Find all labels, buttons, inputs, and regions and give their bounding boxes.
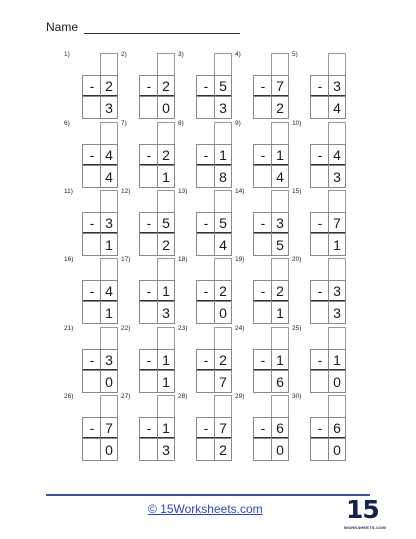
minuend-cell: 1 bbox=[214, 144, 232, 166]
answer-cell: 2 bbox=[271, 96, 289, 119]
problem-6 bbox=[64, 120, 122, 190]
subtraction-box bbox=[253, 327, 289, 393]
answer-blank-cell[interactable] bbox=[139, 438, 158, 461]
borrow-cell[interactable] bbox=[214, 122, 232, 145]
problem-20 bbox=[292, 256, 350, 326]
answer-blank-cell[interactable] bbox=[253, 96, 272, 119]
answer-blank-cell[interactable] bbox=[82, 438, 101, 461]
subtraction-box bbox=[196, 327, 232, 393]
borrow-cell[interactable] bbox=[157, 258, 175, 281]
problem-number: 6) bbox=[64, 120, 70, 127]
minuend-cell: 5 bbox=[214, 75, 232, 97]
borrow-cell[interactable] bbox=[271, 395, 289, 418]
answer-cell: 0 bbox=[328, 370, 346, 393]
borrow-cell[interactable] bbox=[100, 327, 118, 350]
subtraction-box bbox=[139, 53, 175, 119]
problem-number: 22) bbox=[121, 325, 131, 332]
borrow-cell[interactable] bbox=[328, 258, 346, 281]
problem-number: 28) bbox=[178, 393, 188, 400]
borrow-cell[interactable] bbox=[271, 122, 289, 145]
minuend-cell: 5 bbox=[157, 212, 175, 234]
problem-5 bbox=[292, 51, 350, 121]
problem-9 bbox=[235, 120, 293, 190]
problem-22 bbox=[121, 325, 179, 395]
minuend-cell: 7 bbox=[328, 212, 346, 234]
subtraction-box bbox=[196, 122, 232, 188]
answer-cell: 2 bbox=[214, 438, 232, 461]
operator-cell: - bbox=[196, 75, 215, 97]
problem-14 bbox=[235, 188, 293, 258]
problem-number: 29) bbox=[235, 393, 245, 400]
operator-cell: - bbox=[196, 417, 215, 439]
answer-blank-cell[interactable] bbox=[196, 301, 215, 324]
borrow-cell[interactable] bbox=[214, 395, 232, 418]
subtraction-box bbox=[82, 395, 118, 461]
subtraction-box bbox=[253, 190, 289, 256]
subtraction-box bbox=[253, 122, 289, 188]
minuend-cell: 2 bbox=[271, 280, 289, 302]
problem-29 bbox=[235, 393, 293, 463]
answer-blank-cell[interactable] bbox=[253, 233, 272, 256]
operator-cell: - bbox=[310, 280, 329, 302]
answer-cell: 1 bbox=[100, 233, 118, 256]
operator-cell: - bbox=[310, 349, 329, 371]
answer-blank-cell[interactable] bbox=[139, 233, 158, 256]
problem-number: 25) bbox=[292, 325, 302, 332]
borrow-cell[interactable] bbox=[214, 53, 232, 76]
subtraction-box bbox=[196, 258, 232, 324]
borrow-cell[interactable] bbox=[328, 395, 346, 418]
answer-blank-cell[interactable] bbox=[253, 165, 272, 188]
answer-cell: 0 bbox=[100, 438, 118, 461]
answer-blank-cell[interactable] bbox=[139, 96, 158, 119]
problem-number: 1) bbox=[64, 51, 70, 58]
borrow-cell[interactable] bbox=[214, 327, 232, 350]
borrow-cell[interactable] bbox=[157, 53, 175, 76]
problem-7 bbox=[121, 120, 179, 190]
subtraction-box bbox=[139, 395, 175, 461]
problem-26 bbox=[64, 393, 122, 463]
problem-19 bbox=[235, 256, 293, 326]
minuend-cell: 5 bbox=[214, 212, 232, 234]
minuend-cell: 3 bbox=[100, 212, 118, 234]
borrow-cell[interactable] bbox=[271, 190, 289, 213]
answer-blank-cell[interactable] bbox=[310, 301, 329, 324]
answer-cell: 3 bbox=[157, 301, 175, 324]
problem-12 bbox=[121, 188, 179, 258]
subtraction-box bbox=[253, 395, 289, 461]
problem-number: 19) bbox=[235, 256, 245, 263]
subtraction-box bbox=[196, 190, 232, 256]
problem-11 bbox=[64, 188, 122, 258]
borrow-cell[interactable] bbox=[157, 190, 175, 213]
problem-number: 5) bbox=[292, 51, 298, 58]
minuend-cell: 3 bbox=[100, 349, 118, 371]
answer-cell: 3 bbox=[157, 438, 175, 461]
operator-cell: - bbox=[196, 212, 215, 234]
minuend-cell: 3 bbox=[328, 75, 346, 97]
subtraction-box bbox=[82, 190, 118, 256]
operator-cell: - bbox=[253, 349, 272, 371]
problem-number: 2) bbox=[121, 51, 127, 58]
subtraction-box bbox=[310, 122, 346, 188]
problem-number: 16) bbox=[64, 256, 74, 263]
answer-blank-cell[interactable] bbox=[196, 165, 215, 188]
answer-cell: 0 bbox=[328, 438, 346, 461]
problem-number: 12) bbox=[121, 188, 131, 195]
answer-cell: 3 bbox=[328, 165, 346, 188]
operator-cell: - bbox=[82, 75, 101, 97]
problem-number: 30) bbox=[292, 393, 302, 400]
problem-23 bbox=[178, 325, 236, 395]
problem-3 bbox=[178, 51, 236, 121]
answer-cell: 4 bbox=[271, 165, 289, 188]
borrow-cell[interactable] bbox=[328, 53, 346, 76]
problem-number: 27) bbox=[121, 393, 131, 400]
problem-number: 17) bbox=[121, 256, 131, 263]
problem-4 bbox=[235, 51, 293, 121]
problem-28 bbox=[178, 393, 236, 463]
name-label: Name bbox=[46, 20, 79, 34]
problem-number: 7) bbox=[121, 120, 127, 127]
answer-cell: 0 bbox=[271, 438, 289, 461]
subtraction-box bbox=[310, 53, 346, 119]
problem-number: 9) bbox=[235, 120, 241, 127]
answer-cell: 3 bbox=[328, 301, 346, 324]
problem-number: 26) bbox=[64, 393, 74, 400]
answer-blank-cell[interactable] bbox=[253, 438, 272, 461]
answer-cell: 1 bbox=[157, 165, 175, 188]
borrow-cell[interactable] bbox=[271, 327, 289, 350]
minuend-cell: 2 bbox=[157, 144, 175, 166]
operator-cell: - bbox=[196, 280, 215, 302]
subtraction-box bbox=[82, 258, 118, 324]
problem-16 bbox=[64, 256, 122, 326]
borrow-cell[interactable] bbox=[157, 327, 175, 350]
problem-25 bbox=[292, 325, 350, 395]
problem-21 bbox=[64, 325, 122, 395]
minuend-cell: 2 bbox=[157, 75, 175, 97]
operator-cell: - bbox=[82, 212, 101, 234]
subtraction-box bbox=[82, 53, 118, 119]
subtraction-box bbox=[310, 190, 346, 256]
minuend-cell: 4 bbox=[100, 144, 118, 166]
subtraction-box bbox=[310, 327, 346, 393]
operator-cell: - bbox=[139, 417, 158, 439]
answer-cell: 1 bbox=[271, 301, 289, 324]
borrow-cell[interactable] bbox=[100, 53, 118, 76]
answer-blank-cell[interactable] bbox=[310, 233, 329, 256]
borrow-cell[interactable] bbox=[214, 258, 232, 281]
minuend-cell: 2 bbox=[214, 280, 232, 302]
operator-cell: - bbox=[253, 75, 272, 97]
answer-blank-cell[interactable] bbox=[310, 370, 329, 393]
subtraction-box bbox=[139, 258, 175, 324]
operator-cell: - bbox=[310, 75, 329, 97]
answer-blank-cell[interactable] bbox=[139, 301, 158, 324]
subtraction-box bbox=[253, 258, 289, 324]
problem-number: 24) bbox=[235, 325, 245, 332]
operator-cell: - bbox=[196, 144, 215, 166]
answer-cell: 5 bbox=[271, 233, 289, 256]
subtraction-box bbox=[82, 327, 118, 393]
operator-cell: - bbox=[139, 212, 158, 234]
problem-number: 23) bbox=[178, 325, 188, 332]
problem-27 bbox=[121, 393, 179, 463]
answer-cell: 4 bbox=[100, 165, 118, 188]
minuend-cell: 3 bbox=[271, 212, 289, 234]
borrow-cell[interactable] bbox=[271, 53, 289, 76]
borrow-cell[interactable] bbox=[100, 258, 118, 281]
answer-blank-cell[interactable] bbox=[139, 370, 158, 393]
problem-number: 11) bbox=[64, 188, 73, 195]
borrow-cell[interactable] bbox=[328, 122, 346, 145]
minuend-cell: 7 bbox=[100, 417, 118, 439]
answer-blank-cell[interactable] bbox=[82, 301, 101, 324]
footer-divider bbox=[46, 494, 370, 496]
site-logo bbox=[344, 495, 386, 532]
answer-blank-cell[interactable] bbox=[82, 370, 101, 393]
minuend-cell: 6 bbox=[271, 417, 289, 439]
subtraction-box bbox=[139, 327, 175, 393]
answer-cell: 1 bbox=[328, 233, 346, 256]
answer-cell: 3 bbox=[214, 96, 232, 119]
minuend-cell: 6 bbox=[328, 417, 346, 439]
borrow-cell[interactable] bbox=[271, 258, 289, 281]
answer-cell: 0 bbox=[214, 301, 232, 324]
borrow-cell[interactable] bbox=[100, 122, 118, 145]
problem-10 bbox=[292, 120, 350, 190]
answer-blank-cell[interactable] bbox=[253, 370, 272, 393]
borrow-cell[interactable] bbox=[214, 190, 232, 213]
answer-cell: 1 bbox=[157, 370, 175, 393]
problem-number: 21) bbox=[64, 325, 74, 332]
problem-2 bbox=[121, 51, 179, 121]
minuend-cell: 3 bbox=[328, 280, 346, 302]
minuend-cell: 1 bbox=[157, 417, 175, 439]
problem-number: 8) bbox=[178, 120, 184, 127]
subtraction-box bbox=[196, 395, 232, 461]
operator-cell: - bbox=[139, 349, 158, 371]
minuend-cell: 2 bbox=[214, 349, 232, 371]
answer-blank-cell[interactable] bbox=[82, 233, 101, 256]
borrow-cell[interactable] bbox=[157, 395, 175, 418]
logo-wordmark: WORKSHEETS.COM bbox=[344, 525, 386, 530]
problem-1 bbox=[64, 51, 122, 121]
problem-8 bbox=[178, 120, 236, 190]
minuend-cell: 7 bbox=[214, 417, 232, 439]
answer-cell: 8 bbox=[214, 165, 232, 188]
answer-blank-cell[interactable] bbox=[310, 438, 329, 461]
problem-24 bbox=[235, 325, 293, 395]
operator-cell: - bbox=[82, 280, 101, 302]
subtraction-box bbox=[139, 190, 175, 256]
operator-cell: - bbox=[82, 349, 101, 371]
answer-blank-cell[interactable] bbox=[82, 96, 101, 119]
answer-blank-cell[interactable] bbox=[196, 233, 215, 256]
problem-number: 4) bbox=[235, 51, 241, 58]
answer-cell: 2 bbox=[157, 233, 175, 256]
operator-cell: - bbox=[139, 75, 158, 97]
problem-number: 14) bbox=[235, 188, 245, 195]
operator-cell: - bbox=[196, 349, 215, 371]
minuend-cell: 7 bbox=[271, 75, 289, 97]
answer-cell: 4 bbox=[328, 96, 346, 119]
problem-17 bbox=[121, 256, 179, 326]
borrow-cell[interactable] bbox=[328, 327, 346, 350]
subtraction-box bbox=[139, 122, 175, 188]
answer-blank-cell[interactable] bbox=[82, 165, 101, 188]
answer-blank-cell[interactable] bbox=[139, 165, 158, 188]
answer-cell: 4 bbox=[214, 233, 232, 256]
problem-30 bbox=[292, 393, 350, 463]
minuend-cell: 1 bbox=[328, 349, 346, 371]
minuend-cell: 1 bbox=[157, 349, 175, 371]
problem-15 bbox=[292, 188, 350, 258]
answer-blank-cell[interactable] bbox=[253, 301, 272, 324]
problem-number: 3) bbox=[178, 51, 184, 58]
problem-number: 15) bbox=[292, 188, 302, 195]
problem-18 bbox=[178, 256, 236, 326]
operator-cell: - bbox=[253, 212, 272, 234]
logo-number: 15 bbox=[346, 495, 379, 524]
minuend-cell: 1 bbox=[271, 144, 289, 166]
operator-cell: - bbox=[253, 144, 272, 166]
operator-cell: - bbox=[139, 144, 158, 166]
operator-cell: - bbox=[310, 417, 329, 439]
problem-number: 20) bbox=[292, 256, 302, 263]
borrow-cell[interactable] bbox=[100, 190, 118, 213]
answer-cell: 0 bbox=[157, 96, 175, 119]
answer-blank-cell[interactable] bbox=[196, 96, 215, 119]
problem-number: 13) bbox=[178, 188, 188, 195]
problem-number: 18) bbox=[178, 256, 188, 263]
operator-cell: - bbox=[310, 212, 329, 234]
minuend-cell: 1 bbox=[271, 349, 289, 371]
answer-cell: 1 bbox=[100, 301, 118, 324]
footer-site-link[interactable]: © 15Worksheets.com bbox=[148, 502, 263, 516]
borrow-cell[interactable] bbox=[157, 122, 175, 145]
operator-cell: - bbox=[82, 144, 101, 166]
answer-blank-cell[interactable] bbox=[196, 370, 215, 393]
subtraction-box bbox=[310, 258, 346, 324]
minuend-cell: 2 bbox=[100, 75, 118, 97]
operator-cell: - bbox=[310, 144, 329, 166]
operator-cell: - bbox=[253, 417, 272, 439]
answer-cell: 6 bbox=[271, 370, 289, 393]
operator-cell: - bbox=[253, 280, 272, 302]
problem-number: 10) bbox=[292, 120, 302, 127]
answer-cell: 3 bbox=[100, 96, 118, 119]
answer-cell: 7 bbox=[214, 370, 232, 393]
operator-cell: - bbox=[82, 417, 101, 439]
subtraction-box bbox=[253, 53, 289, 119]
answer-cell: 0 bbox=[100, 370, 118, 393]
borrow-cell[interactable] bbox=[328, 190, 346, 213]
subtraction-box bbox=[196, 53, 232, 119]
minuend-cell: 4 bbox=[100, 280, 118, 302]
subtraction-box bbox=[82, 122, 118, 188]
borrow-cell[interactable] bbox=[100, 395, 118, 418]
operator-cell: - bbox=[139, 280, 158, 302]
answer-blank-cell[interactable] bbox=[196, 438, 215, 461]
minuend-cell: 4 bbox=[328, 144, 346, 166]
minuend-cell: 1 bbox=[157, 280, 175, 302]
subtraction-box bbox=[310, 395, 346, 461]
answer-blank-cell[interactable] bbox=[310, 96, 329, 119]
answer-blank-cell[interactable] bbox=[310, 165, 329, 188]
problem-13 bbox=[178, 188, 236, 258]
